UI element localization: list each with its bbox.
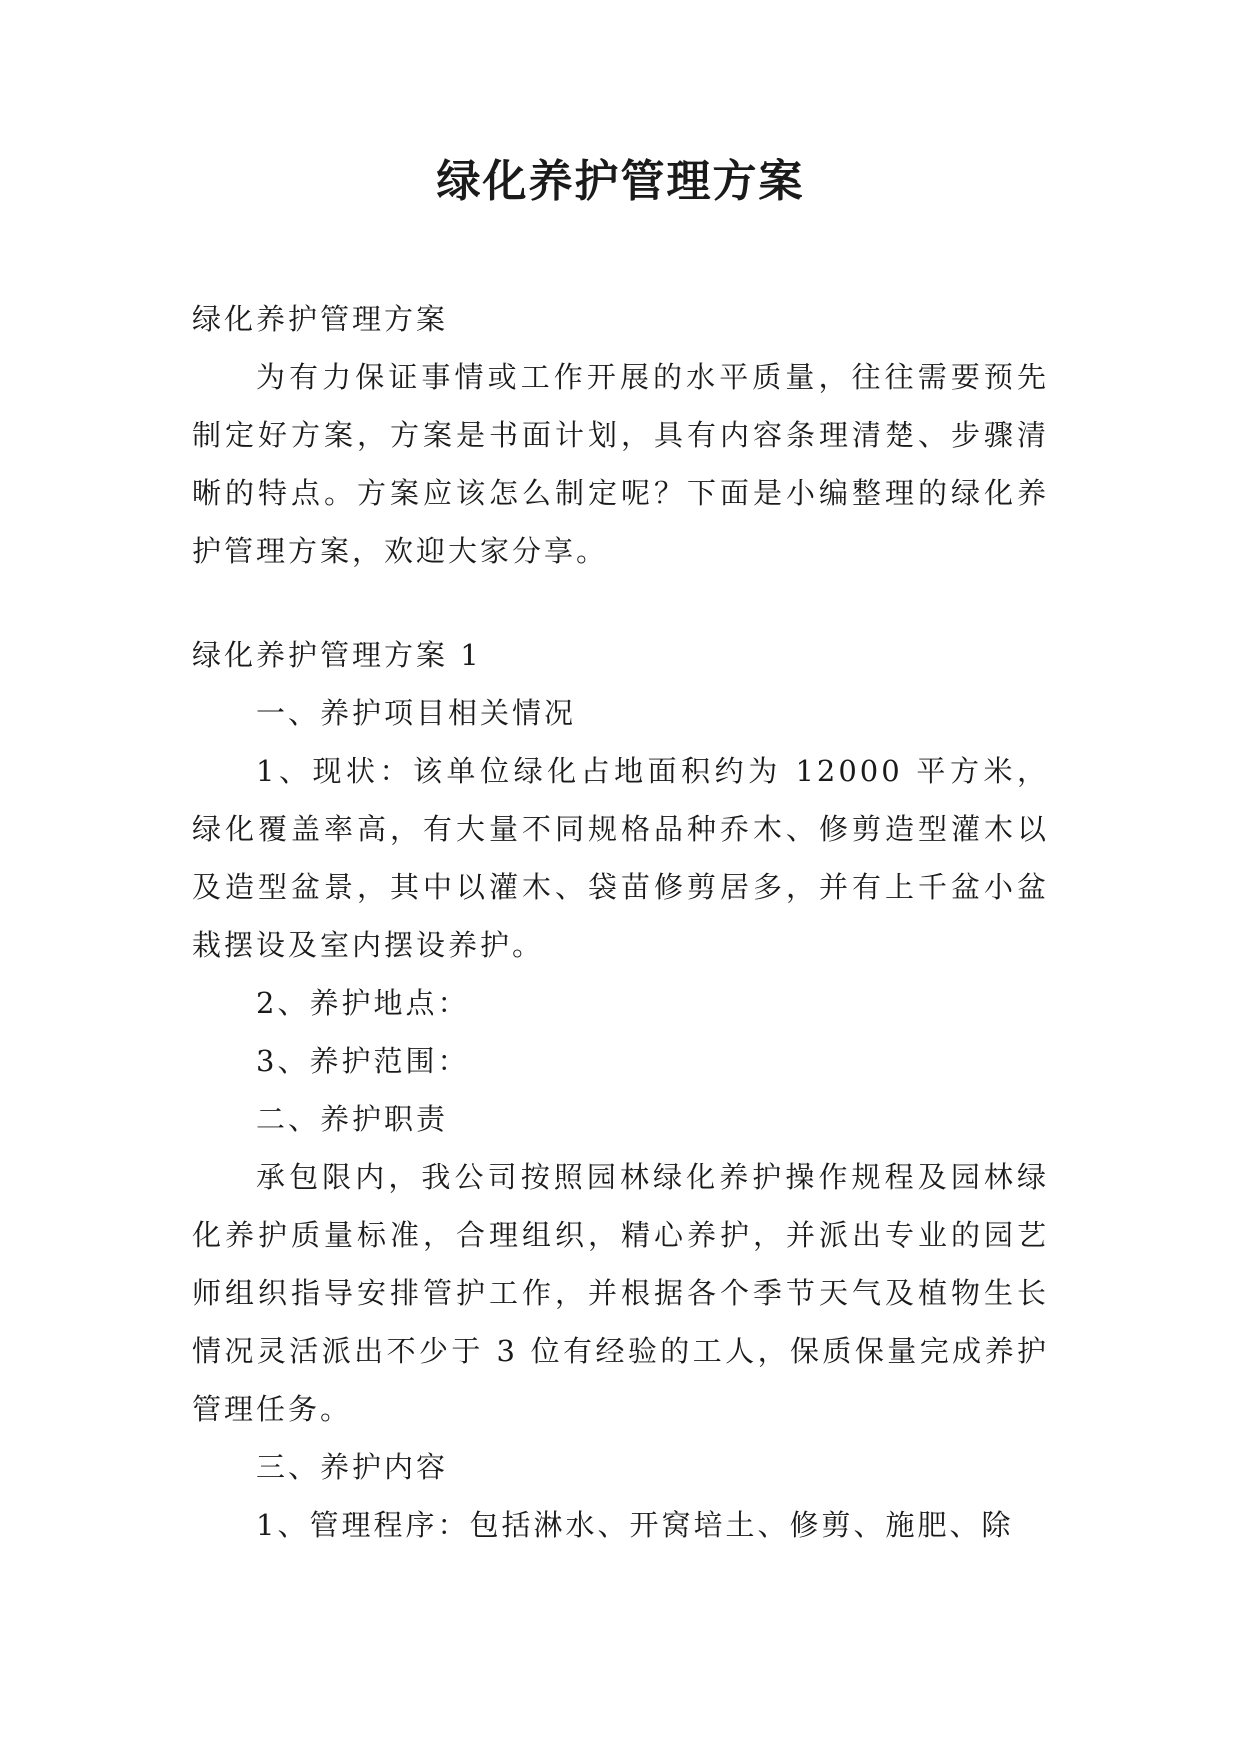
list-item: 1、管理程序：包括淋水、开窝培土、修剪、施肥、除 (256, 1508, 1014, 1542)
intro-paragraph: 为有力保证事情或工作开展的水平质量，往往需要预先制定好方案，方案是书面计划，具有内容条理清楚、步骤清晰的特点。方案应该怎么制定呢？下面是小编整理的绿化养护管理方案，欢迎大家分享。 (192, 360, 1049, 568)
document-title: 绿化养护管理方案 (436, 156, 805, 207)
list-item: 2、养护地点： (256, 986, 470, 1020)
body-paragraph: 承包限内，我公司按照园林绿化养护操作规程及园林绿化养护质量标准，合理组织，精心养护，并派出专业的园艺师组织指导安排管护工作，并根据各个季节天气及植物生长情况灵活派出不少于 3 位有经验的工人，保质保量完成养护管理任务。 (192, 1160, 1049, 1426)
part-heading: 一、养护项目相关情况 (256, 696, 577, 730)
part-heading: 二、养护职责 (256, 1102, 449, 1136)
intro-heading: 绿化养护管理方案 (192, 302, 449, 336)
list-item: 3、养护范围： (256, 1044, 470, 1078)
document-body (192, 290, 1049, 1554)
list-item: 1、现状：该单位绿化占地面积约为 12000 平方米，绿化覆盖率高，有大量不同规格品种乔木、修剪造型灌木以及造型盆景，其中以灌木、袋苗修剪居多，并有上千盆小盆栽摆设及室内摆设养护。 (192, 754, 1049, 962)
section-heading: 绿化养护管理方案 1 (192, 638, 482, 672)
part-heading: 三、养护内容 (256, 1450, 449, 1484)
section-spacer (192, 580, 1049, 626)
